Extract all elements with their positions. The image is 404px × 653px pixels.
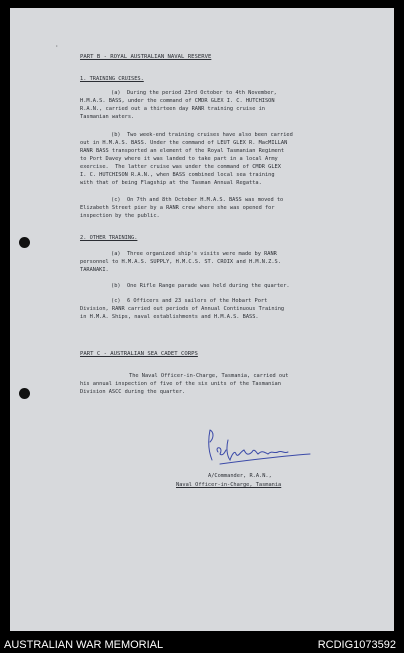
paragraph-line: exercise. The latter cruise was under the command of CMDR GLEX (80, 164, 281, 170)
punch-hole (19, 388, 30, 399)
paragraph-line: (a) Three organized ship's visits were made by RANR (111, 251, 277, 257)
paragraph-line: TARANAKI. (80, 267, 109, 273)
archive-record-id: RCDIG1073592 (317, 639, 396, 651)
signatory-title: Naval Officer-in-Charge, Tasmania (176, 482, 282, 488)
paragraph-line: (c) 6 Officers and 23 sailors of the Hobart Port (111, 298, 268, 304)
paragraph-line: with that of being Flagship at the Tasman Annual Regatta. (80, 180, 262, 186)
paragraph-line: (a) During the period 23rd October to 4th November, (111, 90, 277, 96)
paragraph-line: out in H.M.A.S. BASS. Under the command of LEUT GLEX R. MacMILLAN (80, 140, 288, 146)
paragraph-line: personnel to H.M.A.S. SUPPLY, H.M.C.S. ST. CROIX and H.M.N.Z.S. (80, 259, 281, 265)
paragraph-line: The Naval Officer-in-Charge, Tasmania, carried out (129, 373, 289, 379)
paragraph-line: H.M.A.S. BASS, under the command of CMDR GLEX I. C. HUTCHISON (80, 98, 275, 104)
paragraph-line: (b) Two week-end training cruises have also been carried (111, 132, 293, 138)
punch-hole (19, 237, 30, 248)
paragraph-line: RANR BASS transported an element of the Royal Tasmanian Regiment (80, 148, 285, 154)
paragraph-line: to Port Davey where it was landed to take part in a local Army (80, 156, 278, 162)
archive-name: AUSTRALIAN WAR MEMORIAL (4, 639, 164, 651)
handwritten-signature (200, 424, 318, 470)
part-b-heading: PART B - ROYAL AUSTRALIAN NAVAL RESERVE (80, 54, 212, 60)
margin-mark: · (55, 43, 59, 50)
section-2-heading: 2. OTHER TRAINING. (80, 235, 138, 241)
paragraph-line: his annual inspection of five of the six units of the Tasmanian (80, 381, 281, 387)
section-1-heading: 1. TRAINING CRUISES. (80, 76, 144, 82)
paragraph-line: (b) One Rifle Range parade was held during the quarter. (111, 283, 290, 289)
archive-footer (0, 634, 404, 653)
part-c-heading: PART C - AUSTRALIAN SEA CADET CORPS (80, 351, 198, 357)
paragraph-line: Elizabeth Street pier by a RANR crew where she was opened for (80, 205, 275, 211)
paragraph-line: Tasmanian waters. (80, 114, 135, 120)
paragraph-line: (c) On 7th and 8th October H.M.A.S. BASS was moved to (111, 197, 284, 203)
paragraph-line: Division ASCC during the quarter. (80, 389, 186, 395)
signatory-rank: A/Commander, R.A.N., (208, 473, 272, 479)
paragraph-line: I. C. HUTCHISON R.A.N., when BASS combined local sea training (80, 172, 275, 178)
paragraph-line: inspection by the public. (80, 213, 160, 219)
paragraph-line: in H.M.A. Ships, naval establishments and H.M.A.S. BASS. (80, 314, 259, 320)
paragraph-line: Division, RANR carried out periods of Annual Continuous Training (80, 306, 285, 312)
paragraph-line: R.A.N., carried out a thirteen day RANR training cruise in (80, 106, 265, 112)
